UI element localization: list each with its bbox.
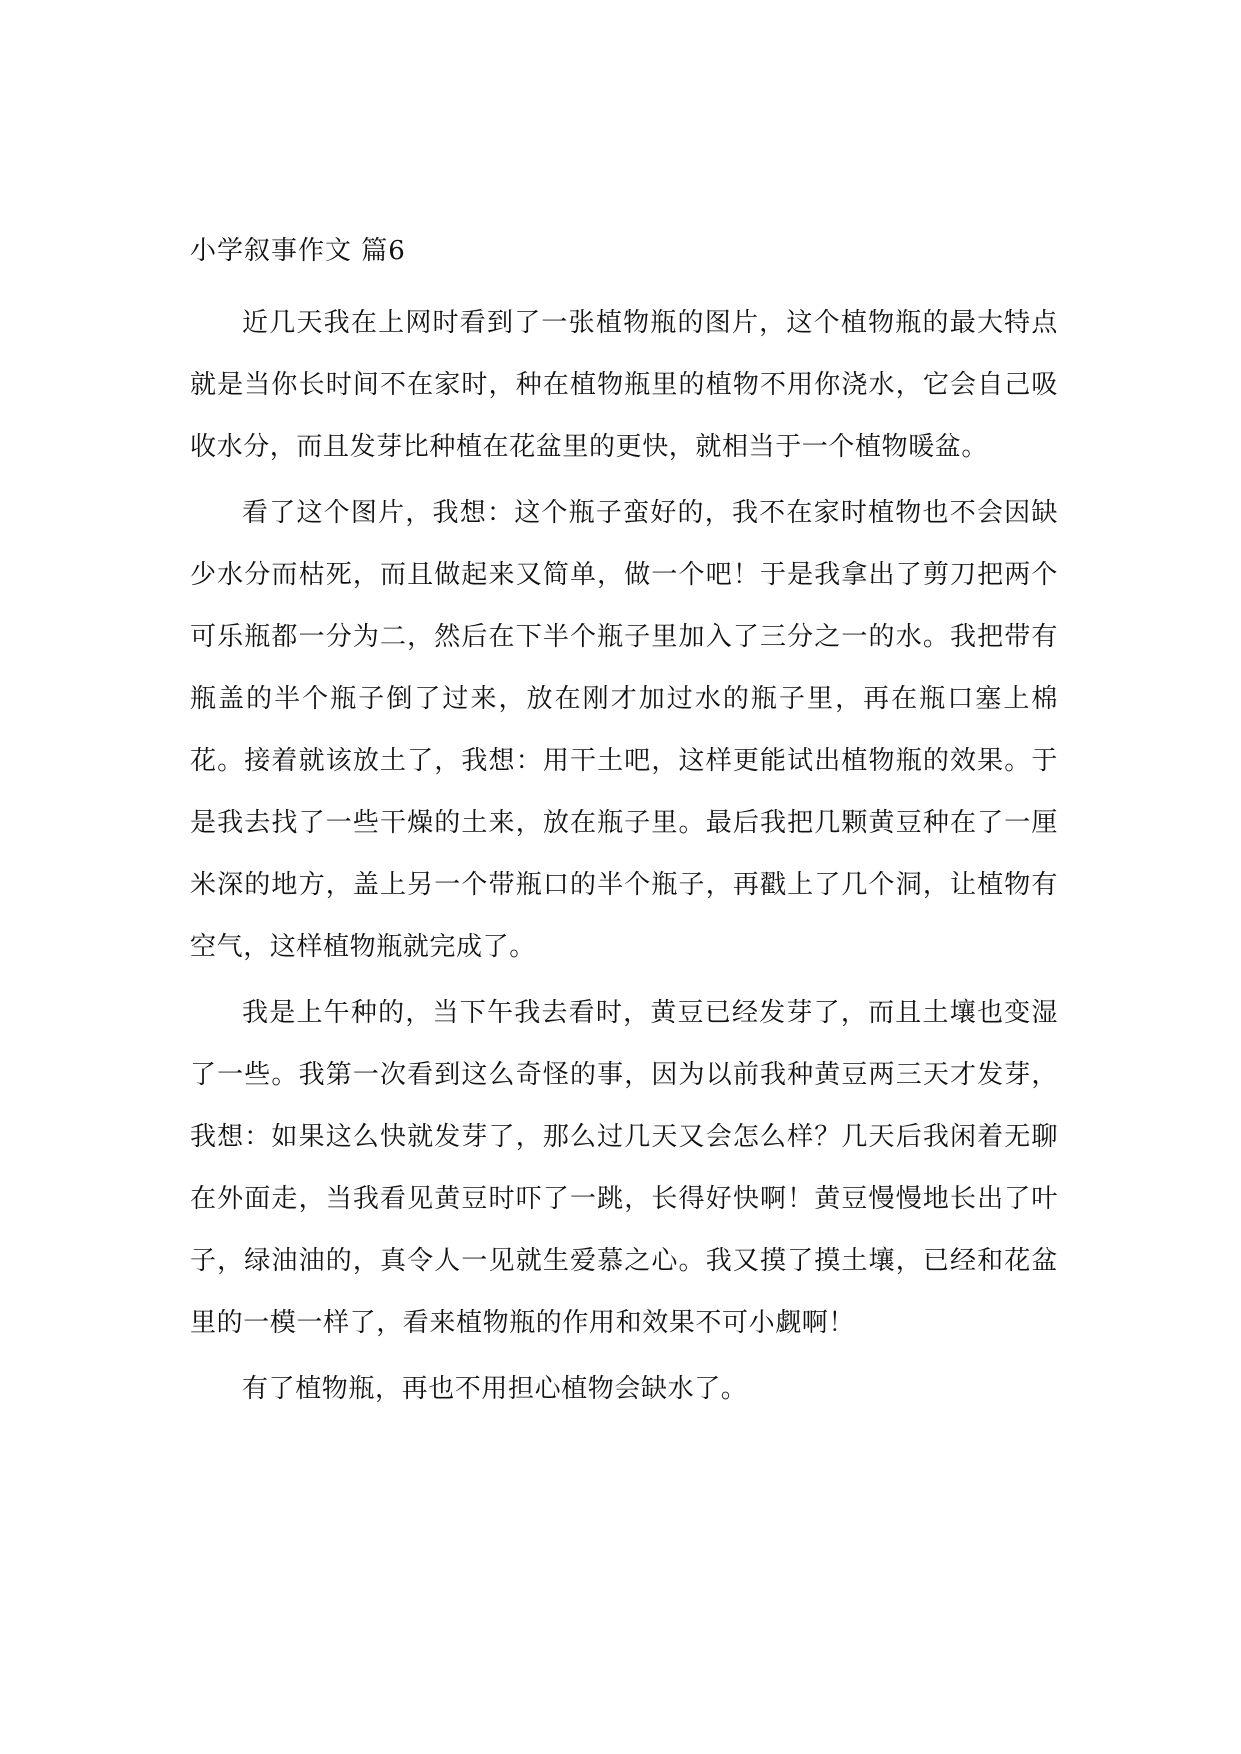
document-body <box>190 236 1058 1424</box>
paragraph-2: 看了这个图片，我想：这个瓶子蛮好的，我不在家时植物也不会因缺少水分而枯死，而且做起来又简单，做一个吧！于是我拿出了剪刀把两个可乐瓶都一分为二，然后在下半个瓶子里加入了三分之一的水。我把带有瓶盖的半个瓶子倒了过来，放在刚才加过水的瓶子里，再在瓶口塞上棉花。接着就该放土了，我想：用干土吧，这样更能试出植物瓶的效果。于是我去找了一些干燥的土来，放在瓶子里。最后我把几颗黄豆种在了一厘米深的地方，盖上另一个带瓶口的半个瓶子，再戳上了几个洞，让植物有空气，这样植物瓶就完成了。 <box>190 498 1058 962</box>
essay-title: 小学叙事作文 篇6 <box>190 236 406 266</box>
paragraph-1: 近几天我在上网时看到了一张植物瓶的图片，这个植物瓶的最大特点就是当你长时间不在家时，种在植物瓶里的植物不用你浇水，它会自己吸收水分，而且发芽比种植在花盆里的更快，就相当于一个植物暖盆。 <box>190 308 1058 462</box>
paragraph-4: 有了植物瓶，再也不用担心植物会缺水了。 <box>242 1374 748 1404</box>
paragraph-3: 我是上午种的，当下午我去看时，黄豆已经发芽了，而且土壤也变湿了一些。我第一次看到这么奇怪的事，因为以前我种黄豆两三天才发芽，我想：如果这么快就发芽了，那么过几天又会怎么样？几天后我闲着无聊在外面走，当我看见黄豆时吓了一跳，长得好快啊！黄豆慢慢地长出了叶子，绿油油的，真令人一见就生爱慕之心。我又摸了摸土壤，已经和花盆里的一模一样了，看来植物瓶的作用和效果不可小觑啊！ <box>190 998 1058 1338</box>
